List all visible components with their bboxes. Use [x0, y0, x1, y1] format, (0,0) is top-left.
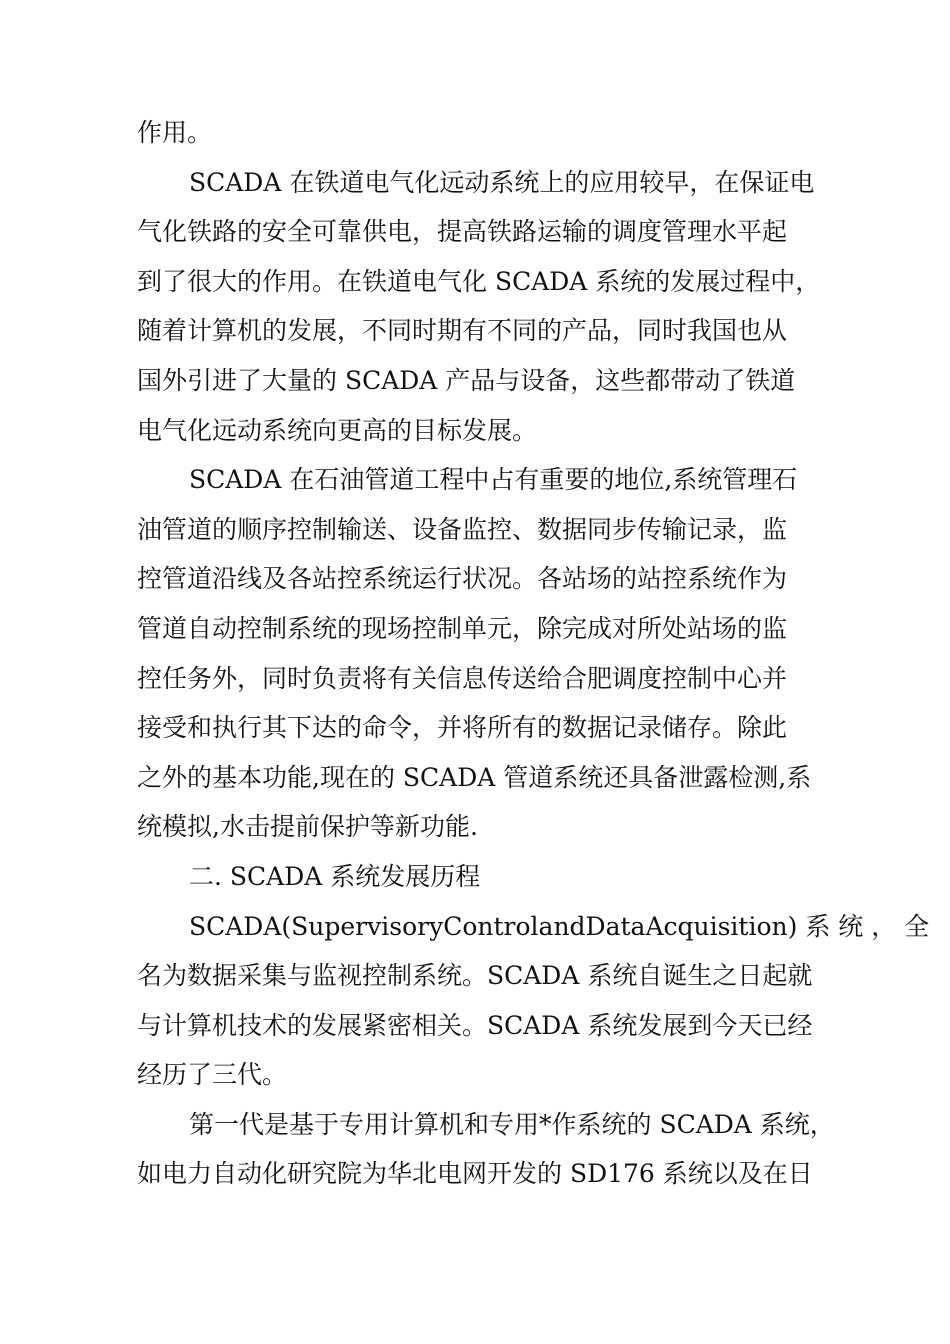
paragraph-start-line: SCADA 在石油管道工程中占有重要的地位,系统管理石 — [189, 465, 798, 495]
text-line: 如电力自动化研究院为华北电网开发的 SD176 系统以及在日 — [137, 1159, 813, 1189]
text-line: 到了很大的作用。在铁道电气化 SCADA 系统的发展过程中， — [137, 266, 821, 296]
text-line: 油管道的顺序控制输送、设备监控、数据同步传输记录，监 — [137, 514, 788, 544]
text-line: 接受和执行其下达的命令，并将所有的数据记录储存。除此 — [137, 713, 788, 743]
text-line: 随着计算机的发展，不同时期有不同的产品，同时我国也从 — [137, 316, 788, 346]
text-line: 统模拟,水击提前保护等新功能. — [137, 812, 478, 842]
text-line: 电气化远动系统向更高的目标发展。 — [137, 415, 538, 445]
paragraph-start-line: SCADA(SupervisoryControlandDataAcquisition) 系 统 ， 全 — [189, 911, 930, 941]
text-line: 之外的基本功能,现在的 SCADA 管道系统还具备泄露检测,系 — [137, 762, 812, 792]
section-heading: 二. SCADA 系统发展历程 — [189, 861, 481, 891]
text-line: 气化铁路的安全可靠供电，提高铁路运输的调度管理水平起 — [137, 217, 788, 247]
text-line: 控任务外，同时负责将有关信息传送给合肥调度控制中心并 — [137, 663, 788, 693]
text-line: 国外引进了大量的 SCADA 产品与设备，这些都带动了铁道 — [137, 365, 796, 395]
text-line: 与计算机技术的发展紧密相关。SCADA 系统发展到今天已经 — [137, 1010, 813, 1040]
paragraph-start-line: SCADA 在铁道电气化远动系统上的应用较早，在保证电 — [189, 167, 815, 197]
text-line: 控管道沿线及各站控系统运行状况。各站场的站控系统作为 — [137, 564, 788, 594]
text-line: 名为数据采集与监视控制系统。SCADA 系统自诞生之日起就 — [137, 961, 813, 991]
body-text — [137, 108, 930, 1199]
paragraph-start-line: 第一代是基于专用计算机和专用*作系统的 SCADA 系统， — [189, 1109, 835, 1139]
text-line: 经历了三代。 — [137, 1060, 288, 1090]
text-line: 作用。 — [137, 118, 213, 147]
text-line: 管道自动控制系统的现场控制单元，除完成对所处站场的监 — [137, 613, 788, 643]
